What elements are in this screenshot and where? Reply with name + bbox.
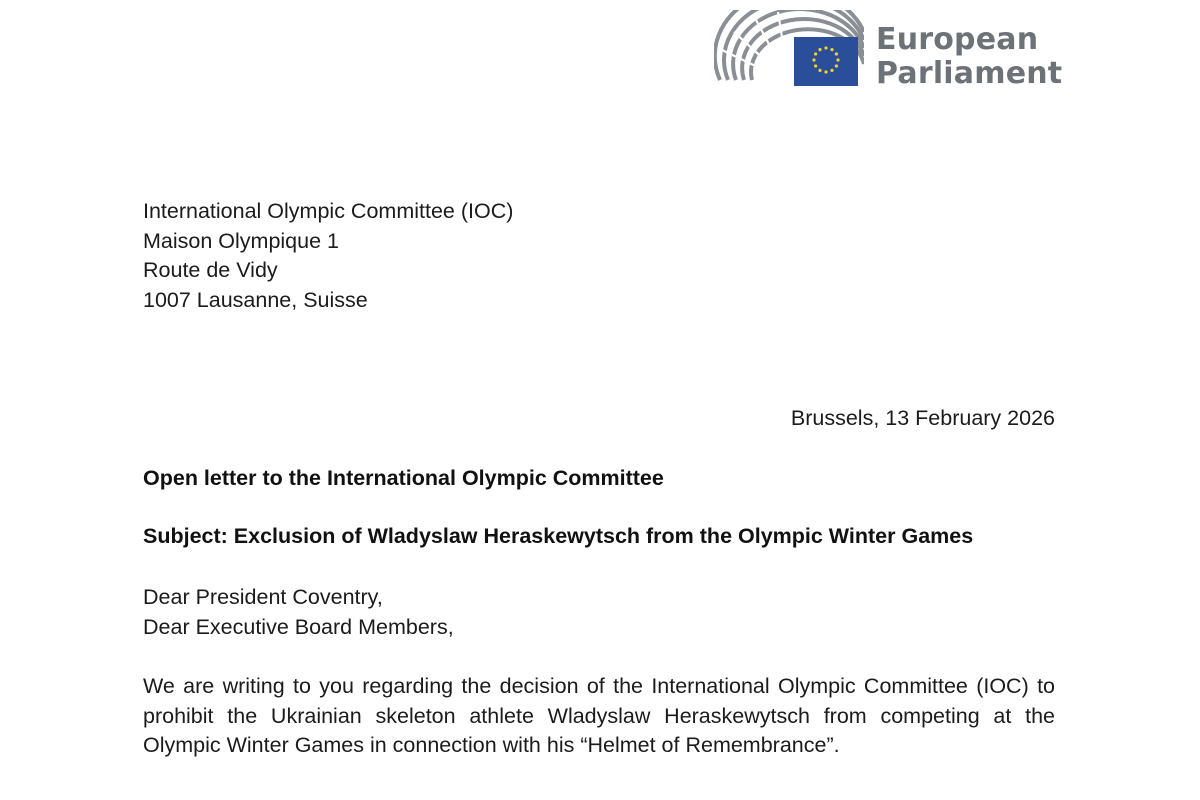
body-paragraph: We are writing to you regarding the decision of the International Olympic Committee (IOC) to prohibit the Ukrainian skeleton athlete Wladyslaw Heraskewytsch from competing at the Olympic Winter Games in connection with his “Helmet of Remembrance”. bbox=[143, 674, 1055, 757]
salutation-line-1: Dear President Coventry, bbox=[143, 585, 383, 609]
recipient-address bbox=[143, 197, 513, 315]
address-line: 1007 Lausanne, Suisse bbox=[143, 287, 368, 312]
address-line: International Olympic Committee (IOC) bbox=[143, 199, 514, 223]
logo-line-2: Parliament bbox=[876, 56, 1063, 91]
hemicycle-icon bbox=[714, 10, 864, 92]
salutation bbox=[143, 583, 454, 642]
letter-subject: Subject: Exclusion of Wladyslaw Heraskewytsch from the Olympic Winter Games bbox=[143, 524, 974, 548]
address-line: Maison Olympique 1 bbox=[143, 228, 339, 253]
eu-flag bbox=[794, 37, 858, 86]
logo-line-1: European bbox=[876, 22, 1039, 57]
european-parliament-logo bbox=[714, 10, 1063, 92]
address-line: Route de Vidy bbox=[143, 258, 278, 282]
salutation-line-2: Dear Executive Board Members, bbox=[143, 614, 454, 639]
logo-wordmark bbox=[876, 23, 1062, 91]
letter-title: Open letter to the International Olympic Committee bbox=[143, 466, 664, 490]
letter-date: Brussels, 13 February 2026 bbox=[790, 406, 1055, 430]
